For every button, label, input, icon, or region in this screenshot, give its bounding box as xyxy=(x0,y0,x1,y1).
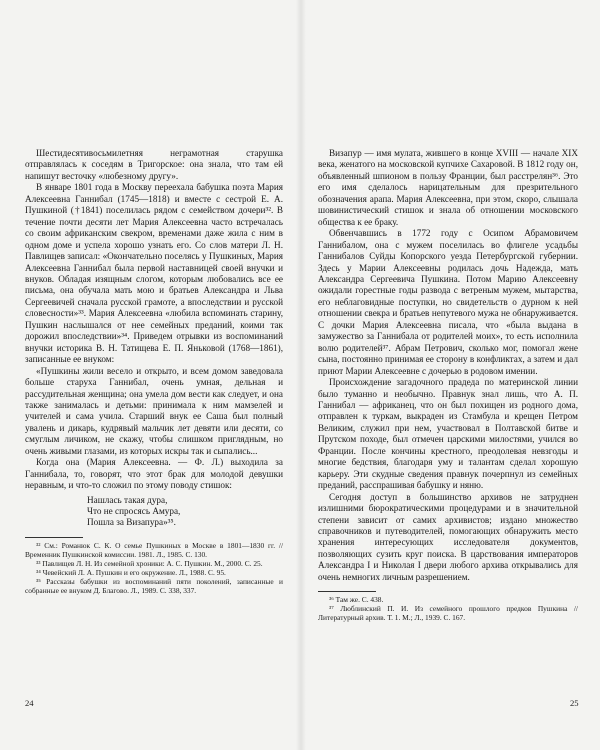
right-page-column xyxy=(318,148,578,623)
footnote: ³⁷ Люблинский П. И. Из семейного прошлого предков Пушкина // Литературный архив. Т. 1. М.; Л., 1939. С. 167. xyxy=(318,604,578,623)
footnote: ³⁴ Чевейский Л. А. Пушкин и его окружение. Л., 1988. С. 95. xyxy=(36,568,226,578)
paragraph: Шестидесятивосьмилетняя неграмотная старушка отправлялась к соседям в Тригорское: она знала, что там ей напишут весточку «любезному другу». xyxy=(25,148,283,181)
paragraph: В январе 1801 года в Москву переехала бабушка поэта Мария Алексеевна Ганнибал (1745—1818) и вместе с сестрой Е. А. Пушкиной (†1841) поселилась рядом с семейством дочери³². В течение почти десяти лет Мария Алексеевна часто встречалась со своим африканским свекром, временами даже жила с ним в одном доме и успела хорошо узнать его. Со слов матери Л. Н. Павлищев записал: «Окончательно поселясь у Пушкиных, Мария Алексеевна Ганнибал была первой наставницей своей внучки и внуков. Обладая изящным слогом, которым любовались все ее письма, она обучала мать мою и братьев Александра и Льва Сергеевичей сначала русской грамоте, а впоследствии и русской словесности»³³. Мария Алексеевна «любила вспоминать старину, Пушкин наслышался от нее семейных преданий, коими так дорожил впоследствии»³⁴. Приведем отрывки из воспоминаний внучки историка В. Н. Татищева Е. П. Яньковой (1768—1861), записанные ее внуком: xyxy=(25,182,283,365)
footnote: ³³ Павлищев Л. Н. Из семейной хроники: А. С. Пушкин. М., 2000. С. 25. xyxy=(36,559,263,568)
verse-line: Что не спросясь Амура, xyxy=(87,506,181,516)
paragraph: «Пушкины жили весело и открыто, и всем домом заведовала больше старуха Ганнибал, очень умная, дельная и рассудительная женщина; она умела дом вести как следует, и она также занималась и детьми: принимала к ним мамзелей и учителей и сама учила. Старший внук ее Саша был полный увалень и дикарь, кудрявый мальчик лет девяти или десяти, со смуглым личиком, не скажу, чтобы слишком приглядным, но очень живыми глазами, из которых искры так и сыпались... xyxy=(25,365,283,456)
paragraph: Визапур — имя мулата, жившего в конце XVIII — начале XIX века, женатого на московской купчихе Сахаровой. В 1812 году он, объявленный шпионом в пользу Франции, был расстрелян³⁶. Это его имя сделалось нарицательным для презрительного обозначения арапа. Мария Алексеевна, при этом, скоро, слышала шовинистический стишок и знала об отношении московского общества к ее браку. xyxy=(318,148,578,227)
footnote-divider xyxy=(25,537,83,538)
verse-line: Нашлась такая дура, xyxy=(87,494,168,505)
footnote: ³² См.: Романюк С. К. О семье Пушкиных в Москве в 1801—1830 гг. // Временник Пушкинской комиссии. 1981. Л., 1985. С. 130. xyxy=(25,540,283,559)
left-page xyxy=(0,0,298,750)
page-number: 24 xyxy=(25,698,34,708)
verse-quote xyxy=(87,495,283,529)
paragraph: Происхождение загадочного прадеда по материнской линии было туманно и необычно. Правнук знал лишь, что А. П. Ганнибал — африканец, что он был похищен из родного дома, отправлен к туркам, выкраден из Стамбула и крещен Петром Великим, служил при нем, участвовал в Полтавской битве и Прутском походе, был отмечен царскими милостями, учился во Франции. После кончины крестного, преодолевая невзгоды и многие бедствия, благодаря уму и талантам сделал хорошую карьеру. Эти скудные сведения правнук почерпнул из семейных преданий, расспрашивая бабушку и няню. xyxy=(318,377,578,491)
page-number: 25 xyxy=(570,698,579,708)
right-page xyxy=(304,0,600,750)
footnote: ³⁶ Там же. С. 438. xyxy=(329,595,384,605)
left-page-column xyxy=(25,148,283,595)
footnote-divider xyxy=(318,591,376,592)
paragraph: Сегодня доступ в большинство архивов не затруднен излишними бюрократическими процедурами и в значительной степени зависит от самих архивистов; издано множество справочников и путеводителей, помогающих обнаружить место хранения интересующих исследователя документов, позволяющих сузить круг поиска. В царствования императоров Александра I и Николая I двери любого архива открывались для очень немногих личным разрешением. xyxy=(318,491,578,582)
paragraph: Обвенчавшись в 1772 году с Осипом Абрамовичем Ганнибалом, она с мужем поселилась во флигеле усадьбы Ганнибалов Суйды Копорского уезда Петербургской губернии. Здесь у Марии Алексеевны родилась дочь Надежда, мать Александра Сергеевича Пушкина. Потом Марию Алексеевну ожидали горестные годы развода с ветреным мужем, мытарства, его неблаговидные поступки, но свидетельств о дурном к ней отношении свекра и братьев непутевого мужа не обнаруживается. С дочки Мария Алексеевна писала, что «была выдана в замужество за Ганнибала от родителей моих», то есть исполнила волю родителей³⁷. Абрам Петрович, сколько мог, помогал жене сына, постоянно принимая ее сторону в конфликтах, а затем и дал приют Марии Алексеевне с дочерью в родовом имении. xyxy=(318,228,578,376)
verse-line: Пошла за Визапура»³⁵. xyxy=(87,517,176,528)
footnote: ³⁵ Рассказы бабушки из воспоминаний пяти поколений, записанные и собранные ее внуком Д. Благово. Л., 1989. С. 338, 337. xyxy=(25,577,283,596)
paragraph: Когда она (Мария Алексеевна. — Ф. Л.) выходила за Ганнибала, то, говорят, что этот брак для молодой девушки неравным, и что-то сложил по этому поводу стишок: xyxy=(25,457,283,491)
